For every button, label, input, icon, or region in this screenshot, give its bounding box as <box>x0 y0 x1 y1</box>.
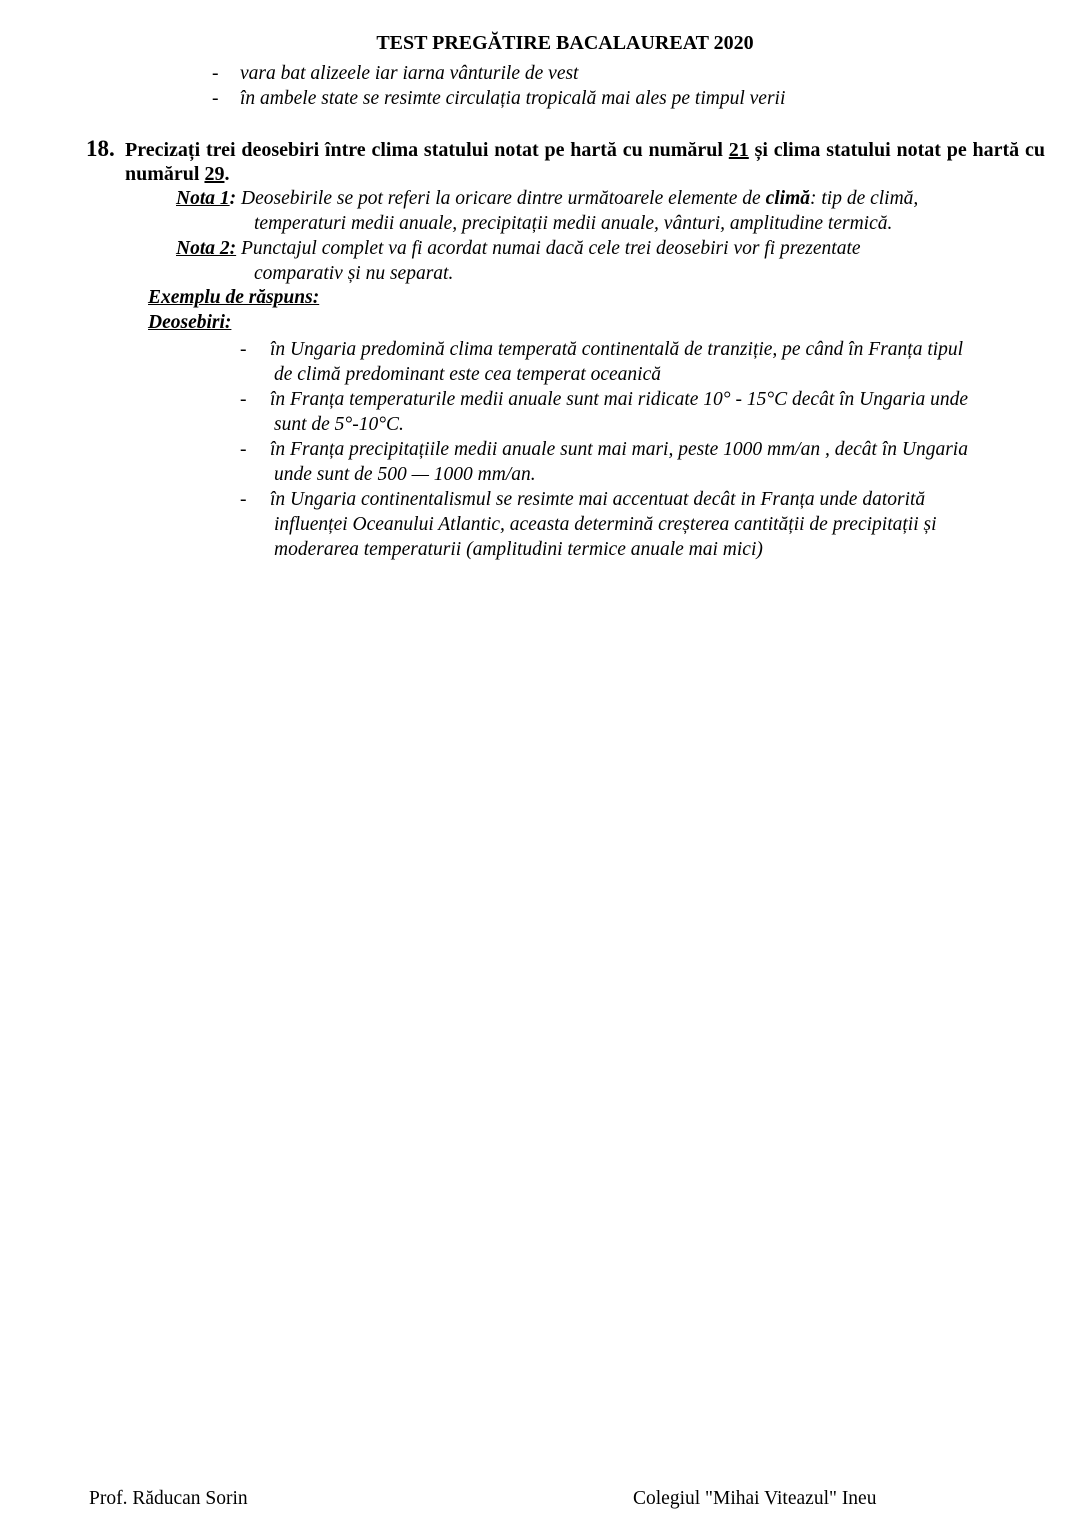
answer-item <box>240 387 1044 437</box>
note-1-continuation: temperaturi medii anuale, precipitații medii anuale, vânturi, amplitudine termică. <box>254 213 893 234</box>
question-text-part3: . <box>224 163 230 185</box>
note-1-text-b: : tip de climă, <box>810 188 919 209</box>
list-dash: - <box>212 63 219 84</box>
answer-continuation: influenței Oceanului Atlantic, aceasta determină creșterea cantității de precipitații și <box>274 514 937 535</box>
answer-item <box>240 337 1044 387</box>
question-state-number-2: 29 <box>204 163 225 185</box>
answer-first-line: în Franța precipitațiile medii anuale sunt mai mari, peste 1000 mm/an , decât în Ungaria <box>270 439 968 460</box>
answer-continuation: sunt de 5°-10°C. <box>274 414 404 435</box>
list-dash: - <box>240 489 247 510</box>
note-1-bold-word: climă <box>765 188 810 209</box>
list-dash: - <box>240 389 247 410</box>
answer-continuation: de climă predominant este cea temperat oceanică <box>274 364 661 385</box>
note-1-colon: : <box>229 188 237 209</box>
question-state-number-1: 21 <box>728 139 749 161</box>
answer-first-line: în Ungaria predomină clima temperată continentală de tranziție, pe când în Franța tipul <box>270 339 964 360</box>
question-text-part2: și clima statului notat pe hartă cu numărul <box>125 139 1045 185</box>
answer-first-line: în Franța temperaturile medii anuale sunt mai ridicate 10° - 15°C decât în Ungaria unde <box>270 389 969 410</box>
note-2 <box>176 236 1046 286</box>
list-dash: - <box>240 439 247 460</box>
note-1-text-a: Deosebirile se pot referi la oricare dintre următoarele elemente de <box>236 188 766 209</box>
list-item-text: vara bat alizeele iar iarna vânturile de vest <box>240 63 579 84</box>
note-1 <box>176 186 1046 236</box>
question-number: 18. <box>86 136 115 161</box>
list-item <box>212 61 579 86</box>
footer-author: Prof. Răducan Sorin <box>89 1488 248 1509</box>
example-heading: Exemplu de răspuns: <box>148 287 320 308</box>
differences-heading: Deosebiri: <box>148 312 232 333</box>
note-1-label: Nota 1 <box>176 188 230 209</box>
answer-item <box>240 487 1044 562</box>
list-item-text: în ambele state se resimte circulația tropicală mai ales pe timpul verii <box>240 88 786 109</box>
answer-continuation: unde sunt de 500 — 1000 mm/an. <box>274 464 536 485</box>
list-dash: - <box>212 88 219 109</box>
answer-continuation: moderarea temperaturii (amplitudini termice anuale mai mici) <box>274 539 763 560</box>
note-2-text: Punctajul complet va fi acordat numai dacă cele trei deosebiri vor fi prezentate <box>236 238 861 259</box>
list-item <box>212 86 786 111</box>
footer-school: Colegiul "Mihai Viteazul" Ineu <box>633 1488 877 1509</box>
question-text <box>125 138 1045 186</box>
note-2-continuation: comparativ și nu separat. <box>254 263 454 284</box>
answer-first-line: în Ungaria continentalismul se resimte mai accentuat decât in Franța unde datorită <box>270 489 926 510</box>
question-text-part1: Precizați trei deosebiri între clima statului notat pe hartă cu numărul <box>125 139 729 161</box>
list-dash: - <box>240 339 247 360</box>
note-2-label: Nota 2: <box>176 238 237 259</box>
answer-item <box>240 437 1044 487</box>
page-header-title: TEST PREGĂTIRE BACALAUREAT 2020 <box>376 32 754 54</box>
